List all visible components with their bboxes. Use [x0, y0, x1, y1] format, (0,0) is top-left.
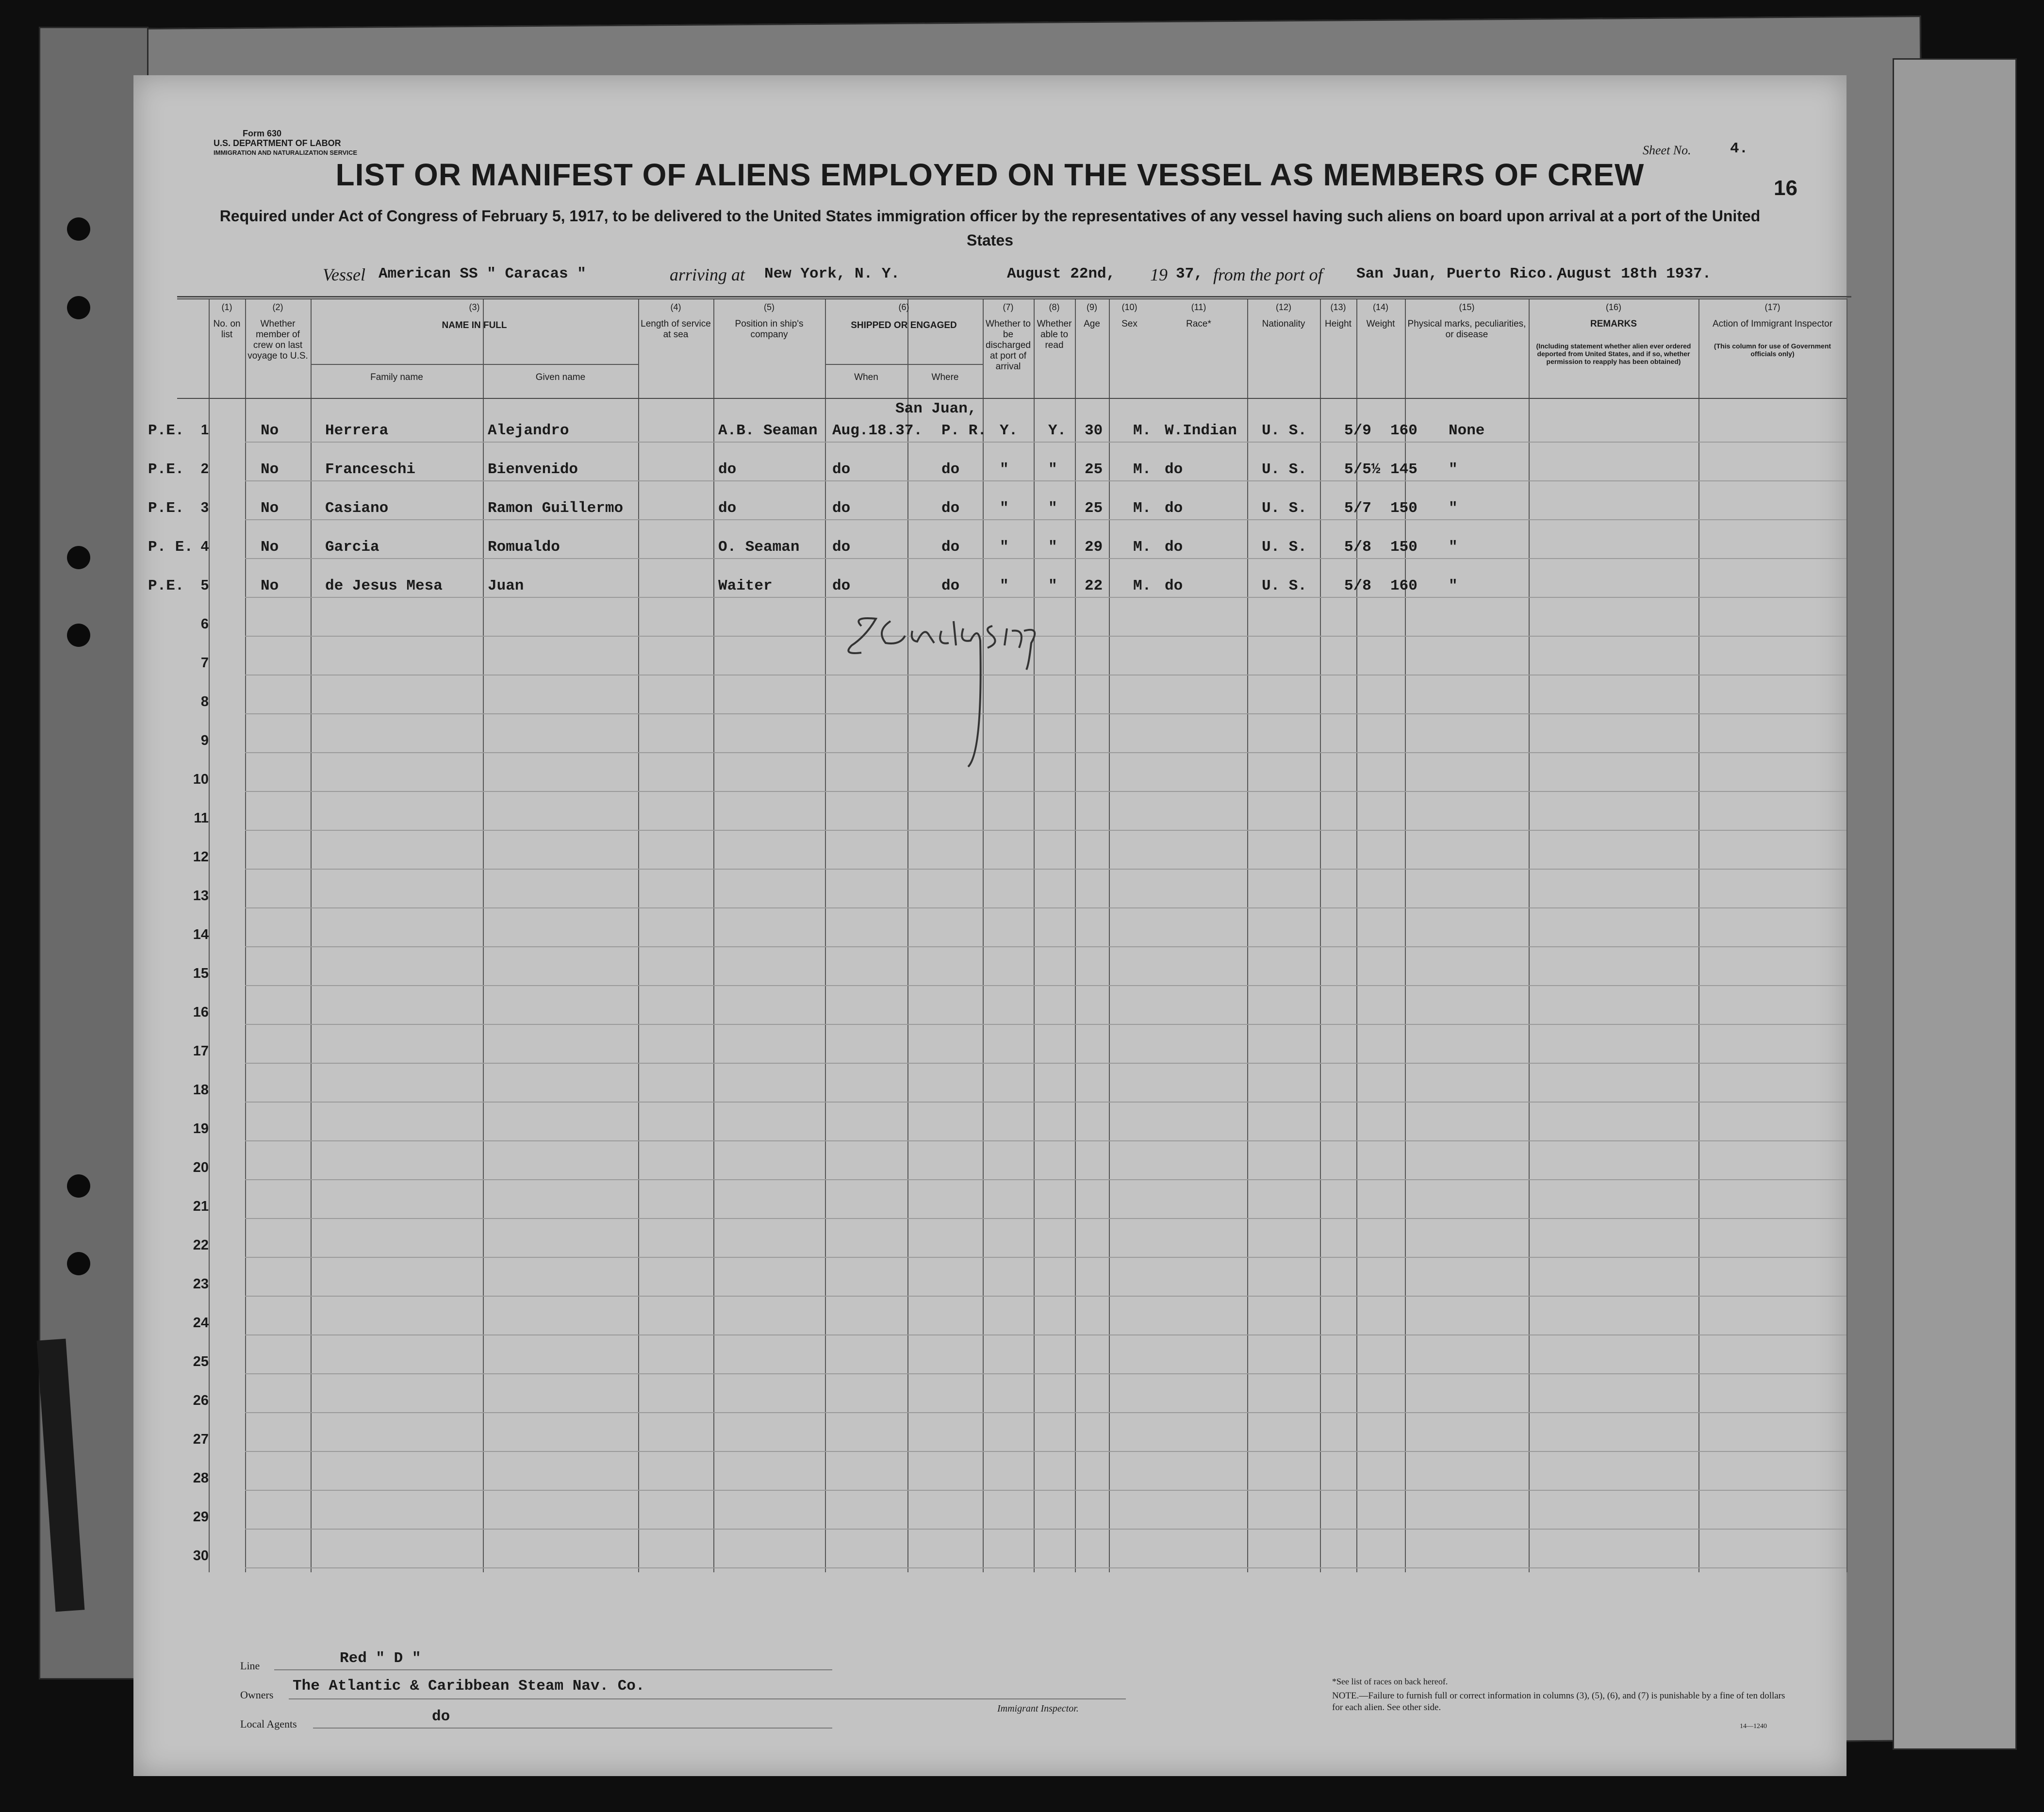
row-number: 12	[193, 849, 209, 865]
owners-label: Owners	[240, 1689, 274, 1701]
row-rule	[245, 985, 1846, 986]
underlying-page-right	[1893, 58, 2017, 1750]
footer-note: NOTE.—Failure to furnish full or correct information in columns (3), (5), (6), and (7) is punishable by a fine of ten dollars for each alien. See other side.	[1332, 1691, 1785, 1713]
column-number: (16)	[1605, 302, 1621, 312]
cell-where: do	[941, 500, 960, 517]
column-number: (1)	[221, 302, 232, 312]
row-number: 21	[193, 1199, 209, 1214]
cell-nationality: U. S.	[1262, 500, 1307, 517]
column-number: (17)	[1764, 302, 1780, 312]
row-rule	[245, 1490, 1846, 1491]
row-number: 14	[193, 927, 209, 942]
row-rule	[245, 1567, 1846, 1568]
owners-value: The Atlantic & Caribbean Steam Nav. Co.	[293, 1678, 645, 1695]
cell-discharged: "	[1000, 539, 1009, 556]
row-rule	[245, 442, 1846, 443]
cell-race: do	[1165, 500, 1183, 517]
vessel-rule	[177, 296, 1851, 297]
column-divider	[1405, 298, 1406, 1572]
cell-marks: "	[1449, 539, 1458, 556]
cell-when: do	[832, 461, 851, 478]
row-number: 15	[193, 966, 209, 981]
cell-marks: "	[1449, 461, 1458, 478]
row-rule	[245, 1529, 1846, 1530]
row-number: 9	[200, 733, 209, 748]
local-agents-label: Local Agents	[240, 1718, 297, 1730]
cell-sex: M.	[1133, 577, 1152, 594]
cell-given: Juan	[488, 577, 524, 594]
column-divider	[1698, 298, 1699, 1572]
row-number: 7	[200, 655, 209, 671]
row-number: 2	[200, 461, 209, 477]
header-rule	[177, 298, 1846, 299]
cell-nationality: U. S.	[1262, 577, 1307, 594]
cell-nationality: U. S.	[1262, 539, 1307, 556]
column-divider	[1109, 298, 1110, 1572]
column-divider	[311, 298, 312, 1572]
column-divider	[1034, 298, 1035, 1572]
vessel-name: American SS " Caracas "	[379, 265, 586, 282]
print-code: 14—1240	[1740, 1723, 1767, 1730]
cell-prefix: P.E.	[148, 500, 184, 517]
column-number: (12)	[1275, 302, 1291, 312]
column-divider	[1320, 298, 1321, 1572]
row-number: 28	[193, 1470, 209, 1486]
column-number: (3)	[469, 302, 480, 312]
sheet-label: Sheet No.	[1643, 143, 1691, 157]
binder-hole	[67, 296, 90, 319]
cell-where: P. R.	[941, 422, 987, 439]
cell-given: Alejandro	[488, 422, 569, 439]
inspector-label: Immigrant Inspector.	[997, 1703, 1079, 1714]
row-number: 17	[193, 1043, 209, 1059]
page-number: 16	[1774, 176, 1797, 200]
row-rule	[245, 1257, 1846, 1258]
row-number: 13	[193, 888, 209, 904]
column-divider	[209, 298, 210, 1572]
from-port-label: from the port of	[1213, 265, 1323, 284]
cell-last-voyage: No	[261, 539, 279, 556]
cell-weight: 150	[1390, 500, 1418, 517]
cell-where-top: San Juan,	[895, 400, 977, 417]
column-subheader: When	[854, 372, 878, 382]
column-subheader: Given name	[535, 372, 586, 382]
column-header: REMARKS	[1590, 319, 1637, 329]
column-divider	[1075, 298, 1076, 1572]
form-meta	[214, 129, 358, 158]
cell-position: do	[718, 500, 737, 517]
binder-hole	[67, 546, 90, 569]
cell-given: Ramon Guillermo	[488, 500, 624, 517]
inspector-signature	[832, 607, 1085, 810]
year-suffix: 37,	[1176, 265, 1203, 282]
cell-age: 25	[1085, 500, 1103, 517]
binder-hole	[67, 1174, 90, 1198]
column-number: (9)	[1087, 302, 1097, 312]
column-divider	[1846, 298, 1847, 1572]
cell-nationality: U. S.	[1262, 461, 1307, 478]
column-divider	[638, 298, 639, 1572]
row-rule	[245, 1140, 1846, 1141]
header-rule	[177, 398, 1846, 399]
column-header: SHIPPED OR ENGAGED	[851, 320, 957, 330]
cell-when: do	[832, 577, 851, 594]
column-number: (13)	[1330, 302, 1346, 312]
column-number: (6)	[898, 302, 909, 312]
row-rule	[245, 519, 1846, 520]
column-subheader: Family name	[370, 372, 423, 382]
cell-height: 5/7	[1344, 500, 1371, 517]
cell-when: Aug.18.37.	[832, 422, 923, 439]
column-header: Age	[1084, 319, 1100, 329]
cell-weight: 160	[1390, 422, 1418, 439]
column-divider	[983, 298, 984, 1572]
cell-where: do	[941, 461, 960, 478]
column-header-note: (This column for use of Government officials only)	[1714, 342, 1831, 358]
cell-sex: M.	[1133, 539, 1152, 556]
cell-family: de Jesus Mesa	[325, 577, 443, 594]
column-number: (5)	[764, 302, 775, 312]
row-number: 11	[194, 810, 209, 826]
cell-position: A.B. Seaman	[718, 422, 818, 439]
cell-marks: "	[1449, 577, 1458, 594]
service: IMMIGRATION AND NATURALIZATION SERVICE	[214, 149, 358, 156]
column-header: Length of service at sea	[641, 319, 711, 340]
row-number: 27	[193, 1432, 209, 1447]
cell-height: 5/5½	[1344, 461, 1381, 478]
line-value: Red " D "	[340, 1650, 421, 1667]
column-number: (2)	[272, 302, 283, 312]
cell-when: do	[832, 539, 851, 556]
column-subheader: Where	[931, 372, 959, 382]
column-divider	[907, 298, 908, 1572]
column-header: Weight	[1366, 319, 1395, 329]
cell-height: 5/8	[1344, 577, 1371, 594]
row-rule	[245, 1179, 1846, 1180]
form-number: Form 630	[242, 129, 282, 138]
row-number: 10	[193, 772, 209, 787]
row-number: 20	[193, 1160, 209, 1175]
column-number: (10)	[1121, 302, 1137, 312]
cell-race: do	[1165, 539, 1183, 556]
departure-date: August 18th 1937.	[1558, 265, 1712, 282]
page-subtitle: Required under Act of Congress of February 5, 1917, to be delivered to the United States immigration officer by the representatives of any vessel having such aliens on board upon arrival at a port of the United States	[219, 207, 1761, 249]
cell-discharged: "	[1000, 500, 1009, 517]
cell-given: Bienvenido	[488, 461, 578, 478]
column-number: (7)	[1003, 302, 1014, 312]
cell-last-voyage: No	[261, 577, 279, 594]
column-divider	[825, 298, 826, 1572]
binder-hole	[67, 1252, 90, 1275]
cell-race: do	[1165, 577, 1183, 594]
row-number: 30	[193, 1548, 209, 1564]
column-divider	[713, 298, 714, 1572]
cell-family: Casiano	[325, 500, 389, 517]
cell-nationality: U. S.	[1262, 422, 1307, 439]
cell-marks: "	[1449, 500, 1458, 517]
row-rule	[245, 907, 1846, 908]
cell-height: 5/9	[1344, 422, 1371, 439]
row-number: 22	[193, 1237, 209, 1253]
column-header: Sex	[1121, 319, 1137, 329]
row-rule	[245, 1451, 1846, 1452]
line-rule	[274, 1669, 832, 1670]
cell-sex: M.	[1133, 500, 1152, 517]
row-number: 19	[193, 1121, 209, 1137]
column-number: (4)	[670, 302, 681, 312]
row-number: 26	[193, 1393, 209, 1408]
cell-discharged: "	[1000, 461, 1009, 478]
cell-family: Franceschi	[325, 461, 416, 478]
row-rule	[245, 480, 1846, 481]
column-divider	[1529, 298, 1530, 1572]
row-rule	[245, 597, 1846, 598]
cell-race: do	[1165, 461, 1183, 478]
cell-age: 25	[1085, 461, 1103, 478]
column-header: Whether able to read	[1037, 319, 1072, 350]
cell-weight: 150	[1390, 539, 1418, 556]
manifest-sheet	[133, 75, 1846, 1776]
row-rule	[245, 1024, 1846, 1025]
cell-discharged: "	[1000, 577, 1009, 594]
cell-weight: 145	[1390, 461, 1418, 478]
row-number: 16	[193, 1005, 209, 1020]
row-number: 3	[200, 500, 209, 515]
column-header: Action of Immigrant Inspector	[1712, 319, 1833, 329]
cell-prefix: P. E.	[148, 539, 194, 556]
row-rule	[245, 830, 1846, 831]
cell-sex: M.	[1133, 461, 1152, 478]
sheet-number: 4.	[1730, 140, 1748, 157]
column-header: Physical marks, peculiarities, or disease	[1407, 319, 1526, 340]
agents-rule	[313, 1728, 832, 1729]
cell-given: Romualdo	[488, 539, 560, 556]
cell-weight: 160	[1390, 577, 1418, 594]
cell-height: 5/8	[1344, 539, 1371, 556]
row-rule	[245, 946, 1846, 947]
cell-prefix: P.E.	[148, 577, 184, 594]
column-header: Height	[1325, 319, 1352, 329]
vessel-label: Vessel	[323, 265, 365, 284]
row-number: 23	[193, 1276, 209, 1292]
row-rule	[245, 1412, 1846, 1413]
cell-family: Herrera	[325, 422, 389, 439]
line-label: Line	[240, 1660, 260, 1672]
cell-last-voyage: No	[261, 461, 279, 478]
row-number: 4	[200, 539, 209, 554]
cell-read: Y.	[1048, 422, 1067, 439]
cell-age: 30	[1085, 422, 1103, 439]
inspector-rule	[806, 1698, 1126, 1699]
row-rule	[245, 1334, 1846, 1335]
local-agents-value: do	[432, 1708, 450, 1725]
cell-marks: None	[1449, 422, 1485, 439]
cell-sex: M.	[1133, 422, 1152, 439]
binder-hole	[67, 217, 90, 241]
cell-when: do	[832, 500, 851, 517]
column-number: (11)	[1191, 302, 1206, 312]
column-number: (8)	[1049, 302, 1060, 312]
cell-position: do	[718, 461, 737, 478]
arrival-date: August 22nd,	[1007, 265, 1116, 282]
row-number: 5	[200, 577, 209, 593]
page-title: LIST OR MANIFEST OF ALIENS EMPLOYED ON THE VESSEL AS MEMBERS OF CREW	[335, 157, 1645, 192]
arriving-label: arriving at	[670, 265, 745, 284]
department: U.S. DEPARTMENT OF LABOR	[214, 138, 341, 148]
column-number: (14)	[1372, 302, 1388, 312]
row-rule	[245, 1218, 1846, 1219]
departure-port: San Juan, Puerto Rico.,	[1356, 265, 1564, 282]
cell-age: 22	[1085, 577, 1103, 594]
cell-discharged: Y.	[1000, 422, 1018, 439]
row-number: 29	[193, 1509, 209, 1525]
binder-hole	[67, 624, 90, 647]
column-number: (15)	[1459, 302, 1475, 312]
column-header: Position in ship's company	[735, 319, 804, 340]
column-divider	[1247, 298, 1248, 1572]
cell-read: "	[1048, 461, 1057, 478]
cell-read: "	[1048, 500, 1057, 517]
owners-rule	[289, 1698, 832, 1699]
column-header: Whether member of crew on last voyage to U.S.	[247, 319, 308, 361]
row-number: 24	[193, 1315, 209, 1331]
column-divider	[1356, 298, 1357, 1572]
row-rule	[245, 1373, 1846, 1374]
row-number: 18	[193, 1082, 209, 1098]
cell-age: 29	[1085, 539, 1103, 556]
cell-where: do	[941, 539, 960, 556]
row-rule	[245, 1102, 1846, 1103]
cell-last-voyage: No	[261, 500, 279, 517]
row-number: 6	[200, 616, 209, 632]
row-number: 8	[200, 694, 209, 709]
column-header: No. on list	[213, 319, 241, 340]
arrival-port: New York, N. Y.	[764, 265, 900, 282]
header-subrule	[825, 364, 983, 365]
cell-race: W.Indian	[1165, 422, 1237, 439]
cell-position: Waiter	[718, 577, 773, 594]
column-header-note: (Including statement whether alien ever ordered deported from United States, and if so, whether permission to reapply has been obtained)	[1536, 342, 1691, 365]
cell-prefix: P.E.	[148, 422, 184, 439]
row-rule	[245, 869, 1846, 870]
year-prefix: 19	[1150, 265, 1168, 284]
row-number: 25	[193, 1354, 209, 1369]
cell-read: "	[1048, 577, 1057, 594]
cell-prefix: P.E.	[148, 461, 184, 478]
cell-position: O. Seaman	[718, 539, 800, 556]
row-number: 1	[200, 422, 209, 438]
cell-where: do	[941, 577, 960, 594]
column-header: Race*	[1186, 319, 1211, 329]
column-header: Whether to be discharged at port of arrival	[986, 319, 1031, 372]
races-note: *See list of races on back hereof.	[1332, 1677, 1448, 1686]
column-divider	[245, 298, 246, 1572]
column-header: NAME IN FULL	[442, 320, 507, 330]
cell-last-voyage: No	[261, 422, 279, 439]
header-subrule	[311, 364, 638, 365]
row-rule	[245, 1063, 1846, 1064]
column-divider	[483, 298, 484, 1572]
column-header: Nationality	[1262, 319, 1305, 329]
cell-read: "	[1048, 539, 1057, 556]
row-rule	[245, 1296, 1846, 1297]
cell-family: Garcia	[325, 539, 379, 556]
row-rule	[245, 558, 1846, 559]
